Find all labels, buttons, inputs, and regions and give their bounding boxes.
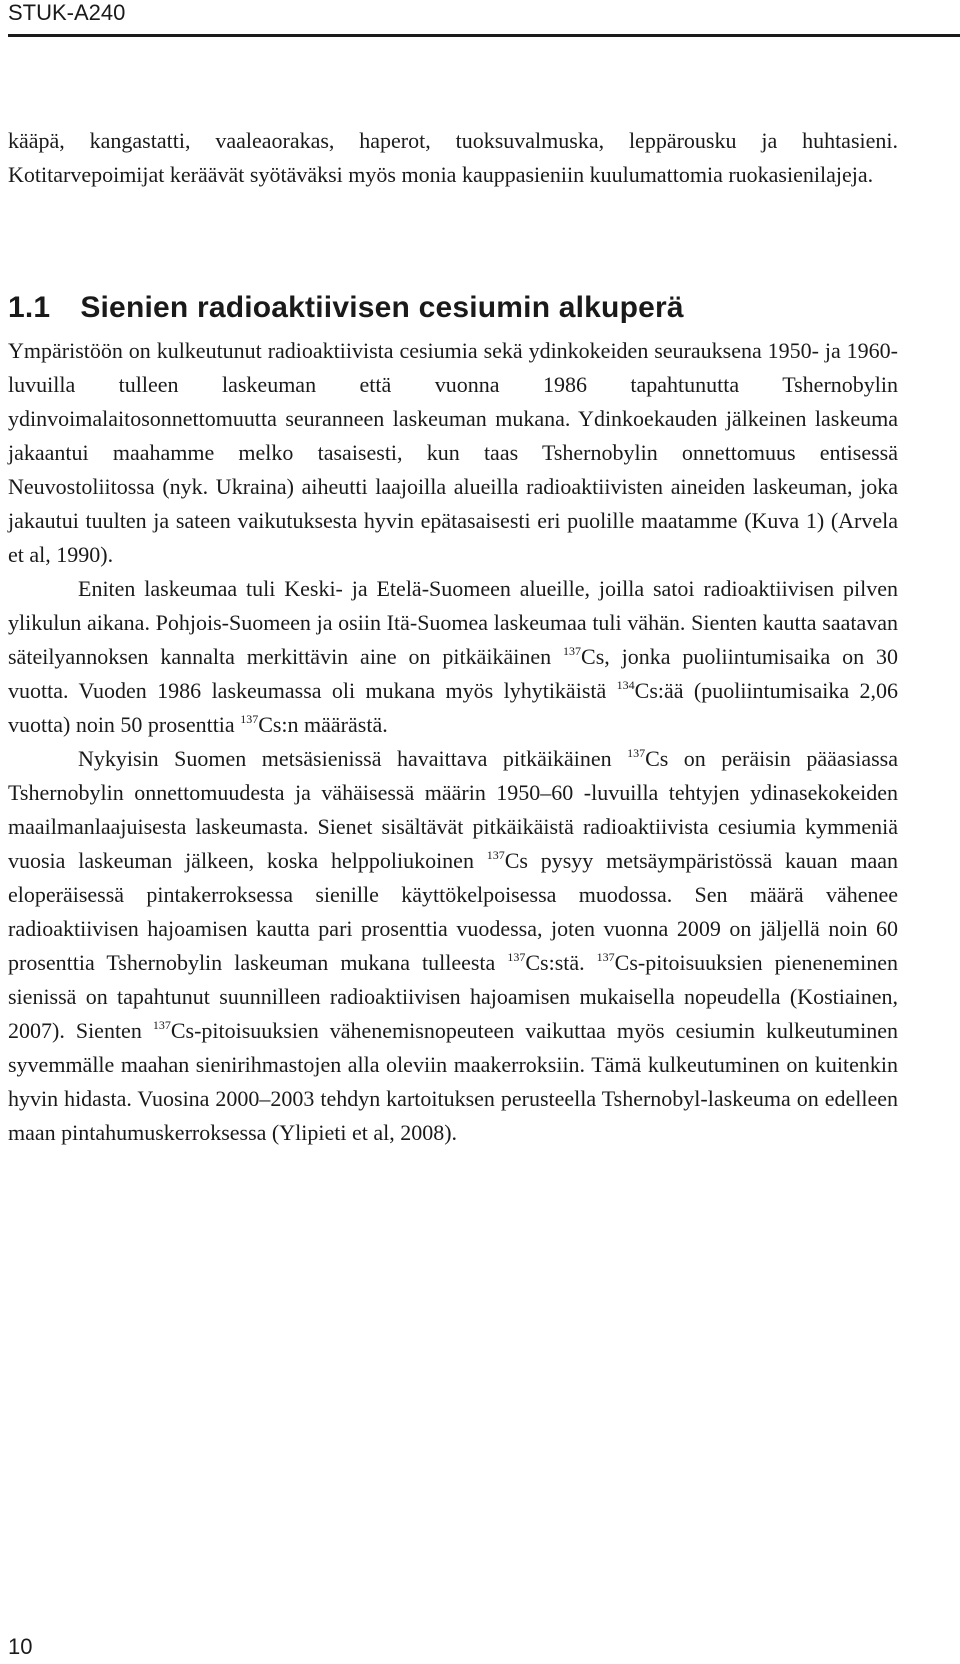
paragraph-3-text-b: Cs on peräisin pääasiassa Tshernobylin onnettomuudesta ja vähäisessä määrin 1950–60 -luvuilla tehtyjen ydinasekokeiden maailmanlaajuisesta laskeumasta. Sienet sisältävät pitkäikäistä radioaktiivista cesiumia kymmeniä vuosia laskeuman jälkeen, koska helppoliukoinen	[8, 746, 898, 873]
paragraph-1	[8, 334, 898, 572]
intro-paragraph: kääpä, kangastatti, vaaleaorakas, haperot, tuoksuvalmuska, leppärousku ja huhtasieni. Kotitarvepoimijat keräävät syötäväksi myös monia kauppasieniin kuulumattomia ruokasienilajeja.	[8, 128, 898, 187]
paragraph-2-text-c: Cs:ää (puoliintumisaika 2,06 vuotta) noin 50 prosenttia	[8, 678, 898, 737]
section-heading	[8, 290, 684, 326]
document-code: STUK-A240	[8, 0, 126, 25]
isotope-superscript: 137	[240, 712, 259, 726]
intro-block	[8, 124, 898, 192]
paragraph-3-text-f: Cs-pitoisuuksien vähenemisnopeuteen vaikuttaa myös cesiumin kulkeutuminen syvemmälle maahan sienirihmastojen alla oleviin maakerroksiin. Tämä kulkeutuminen on kuitenkin hyvin hidasta. Vuosina 2000–2003 tehdyn kartoituksen perusteella Tshernobyl-laskeuma on edelleen maan pintahumuskerroksessa (Ylipieti et al, 2008).	[8, 1018, 898, 1145]
isotope-superscript: 137	[563, 644, 582, 658]
isotope-superscript: 137	[596, 950, 615, 964]
paragraph-2-text-b: Cs, jonka puoliintumisaika on 30 vuotta. Vuoden 1986 laskeumassa oli mukana myös lyhytikäistä	[8, 644, 898, 703]
isotope-superscript: 137	[152, 1018, 171, 1032]
section-title-text: Sienien radioaktiivisen cesiumin alkuperä	[80, 291, 684, 324]
paragraph-2-text-a: Eniten laskeumaa tuli Keski- ja Etelä-Suomeen alueille, joilla satoi radioaktiivisen pilven ylikulun aikana. Pohjois-Suomeen ja osiin Itä-Suomea laskeumaa tuli vähän. Sienten kautta saatavan säteilyannoksen kannalta merkittävin aine on pitkäikäinen	[8, 576, 898, 669]
isotope-superscript: 134	[616, 678, 635, 692]
paragraph-3-text-c: Cs pysyy metsäympäristössä kauan maan eloperäisessä pintakerroksessa sienille käyttökelpoisessa muodossa. Sen määrä vähenee radioaktiivisen hajoamisen kautta pari prosenttia vuodessa, joten vuonna 2009 on jäljellä noin 60 prosenttia Tshernobylin laskeuman mukana tulleesta	[8, 848, 898, 975]
isotope-superscript: 137	[507, 950, 526, 964]
isotope-superscript: 137	[486, 848, 505, 862]
isotope-superscript: 137	[627, 746, 646, 760]
paragraph-2	[8, 572, 898, 742]
paragraph-3	[8, 742, 898, 1150]
page-number: 10	[8, 1634, 33, 1659]
section-body	[8, 334, 898, 1150]
paragraph-3-text-a: Nykyisin Suomen metsäsienissä havaittava pitkäikäinen	[78, 746, 628, 771]
header-divider	[8, 34, 960, 37]
section-number: 1.1	[8, 291, 51, 324]
paragraph-1-text: Ympäristöön on kulkeutunut radioaktiivista cesiumia sekä ydinkokeiden seurauksena 1950- ja 1960-luvuilla tulleen laskeuman että vuonna 1986 tapahtunutta Tshernobylin ydinvoimalaitosonnettomuutta seuranneen laskeuman mukana. Ydinkoekauden jälkeinen laskeuma jakaantui maahamme melko tasaisesti, kun taas Tshernobylin onnettomuus entisessä Neuvostoliitossa (nyk. Ukraina) aiheutti laajoilla alueilla radioaktiivisten aineiden laskeuman, joka jakautui tuulten ja sateen vaikutuksesta hyvin epätasaisesti eri puolille maatamme (Kuva 1) (Arvela et al, 1990).	[8, 338, 898, 567]
paragraph-3-text-e: Cs-pitoisuuksien pieneneminen sienissä on tapahtunut suunnilleen radioaktiivisen hajoamisen mukaisella nopeudella (Kostiainen, 2007). Sienten	[8, 950, 898, 1043]
paragraph-2-text-d: Cs:n määrästä.	[258, 712, 388, 737]
paragraph-3-text-d: Cs:stä.	[525, 950, 597, 975]
